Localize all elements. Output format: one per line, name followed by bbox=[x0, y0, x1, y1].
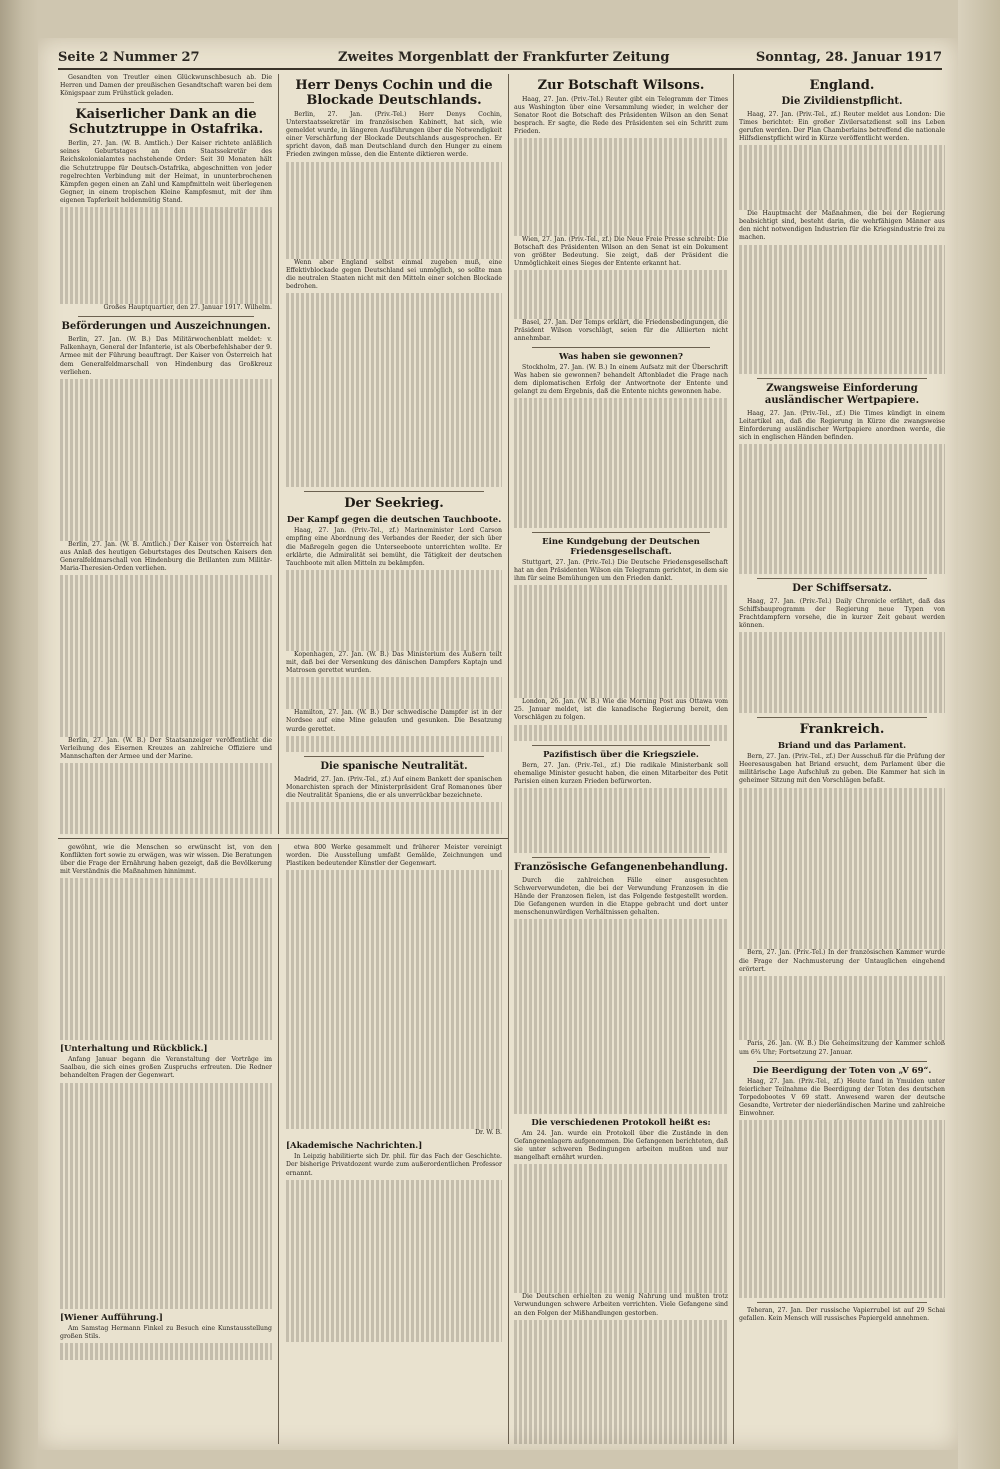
article-text: Bern, 27. Jan. (Priv.-Tel., zf.) Die radikale Ministerbank soll ehemalige Minister gesucht haben, die einen Mitarbeiter des Petit Parisien einen kurzen Frieden befürworten. bbox=[514, 761, 728, 785]
article-headline: Die Beerdigung der Toten von „V 69“. bbox=[752, 1065, 932, 1076]
article-text: Berlin, 27. Jan. (W. B. Amtlich.) Der Kaiser von Österreich hat aus Anlaß des heutigen Geburtstages des Deutschen Kaisers den Generalfeldmarschall von Hindenburg die Brillanten zum Militär-Maria-Theresien-Orden verliehen. bbox=[60, 540, 272, 572]
article-headline: Die spanische Neutralität. bbox=[320, 760, 468, 772]
feuilleton-column-1 bbox=[60, 844, 272, 1444]
section-divider bbox=[58, 838, 508, 839]
column-3 bbox=[514, 74, 728, 1444]
column-4 bbox=[739, 74, 945, 1444]
article-text: Haag, 27. Jan. (Priv.-Tel., zf.) Reuter meldet aus London: Die Times berichtet: Ein großer Zivilersatzdienst soll ins Leben gerufen werden. Der Plan Chamberlains betreffend die nationale Hilfsdienstpflicht wird in Kürze veröffentlicht werden. bbox=[739, 111, 945, 143]
newspaper-title: Zweites Morgenblatt der Frankfurter Zeitung bbox=[338, 50, 670, 65]
article-text: Wien, 27. Jan. (Priv.-Tel., zf.) Die Neue Freie Presse schreibt: Die Botschaft des Präsidenten Wilson an den Senat ist ein Dokument von größter Bedeutung. Sie zeigt, daß der Präsident die Unmöglichkeit eines Sieges der Entente erkannt hat. bbox=[514, 235, 728, 267]
article-separator bbox=[532, 532, 710, 533]
article-separator bbox=[304, 756, 484, 757]
article-headline: England. bbox=[809, 78, 875, 93]
article-text: Haag, 27. Jan. (Priv.-Tel., zf.) Marineminister Lord Carson empfing eine Abordnung des Verbandes der Reeder, der sich über die Maßregeln gegen die Unterseeboote unterrichten wollte. Er erklärte, die Admiralität sei bemüht, die Tätigkeit der deutschen Tauchboote mit allen Mitteln zu bekämpfen. bbox=[286, 527, 502, 567]
article-headline: [Unterhaltung und Rückblick.] bbox=[60, 1044, 208, 1055]
article-text: Bern, 27. Jan. (Priv.-Tel.) In der französischen Kammer wurde die Frage der Nachmusterung der Untauglichen eingehend erörtert. bbox=[739, 949, 945, 973]
article-text: Die Hauptmacht der Maßnahmen, die bei der Regierung beabsichtigt sind, besteht darin, die wehrfähigen Männer aus den nicht notwendigen Industrien für die Kriegsindustrie frei zu machen. bbox=[739, 210, 945, 242]
column-rule bbox=[733, 74, 734, 1444]
article-separator bbox=[532, 745, 710, 746]
article-headline: Pazifistisch über die Kriegsziele. bbox=[543, 749, 699, 760]
article-subheadline: Der Kampf gegen die deutschen Tauchboote. bbox=[286, 515, 502, 526]
article-text: Haag, 27. Jan. (Priv.-Tel.) Daily Chronicle erfährt, daß das Schiffsbauprogramm der Regierung neue Typen von Frachtdampfern vorsehe, die in kurzer Zeit gebaut werden können. bbox=[739, 597, 945, 630]
article-headline: Was haben sie gewonnen? bbox=[559, 351, 683, 362]
article-signoff: Dr. W. B. bbox=[475, 1129, 502, 1137]
article-text: Paris, 26. Jan. (W. B.) Die Geheimsitzung der Kammer schloß um 6¾ Uhr; Fortsetzung 27. Januar. bbox=[739, 1040, 945, 1056]
article-text: Stuttgart, 27. Jan. (Priv.-Tel.) Die Deutsche Friedensgesellschaft hat an den Präsidenten Wilson ein Telegramm gerichtet, in dem sie ihm für seine Bemühungen um den Frieden dankt. bbox=[514, 558, 728, 582]
article-text: Hamilton, 27. Jan. (W. B.) Der schwedische Dampfer ist in der Nordsee auf eine Mine gelaufen und gesunken. Die Besatzung wurde gerettet. bbox=[286, 709, 502, 733]
article-text: Haag, 27. Jan. (Priv.-Tel., zf.) Heute fand in Ymuiden unter feierlicher Teilnahme die Beerdigung der Toten des deutschen Torpedobootes V 69 statt. Anwesend waren der deutsche Gesandte, Vertreter der niederländischen Marine und zahlreiche Einwohner. bbox=[739, 1077, 945, 1118]
article-headline: Eine Kundgebung der Deutschen Friedensgesellschaft. bbox=[542, 536, 700, 557]
article-headline: Frankreich. bbox=[799, 722, 885, 738]
article-separator bbox=[757, 717, 927, 718]
article-text: Am Samstag Hermann Finkel zu Besuch eine Kunstausstellung großen Stils. bbox=[60, 1325, 272, 1341]
article-subheadline: Die verschiedenen Protokoll heißt es: bbox=[531, 1117, 711, 1128]
article-text: Berlin, 27. Jan. (W. B. Amtlich.) Der Kaiser richtete anläßlich seines Geburtstages an den Staatssekretär des Reichskolonialamtes nachstehende Order: Seit 30 Monaten hält die Schutztruppe für Deutsch-Ostafrika, abgeschnitten von jeder regelrechten Verbindung mit der Heimat, in ununterbrochenen Kämpfen gegen einen an Zahl und Kampfmitteln weit überlegenen Gegner, in einem tropischen Kleine Kampfesmut, mit der ihm eigenen Tapferkeit heldenmütig Stand. bbox=[60, 140, 272, 204]
article-headline: Herr Denys Cochin und die Blockade Deutschlands. bbox=[295, 78, 493, 108]
issue-date: Sonntag, 28. Januar 1917 bbox=[755, 50, 942, 65]
article-text: London, 26. Jan. (W. B.) Wie die Morning Post aus Ottawa vom 25. Januar meldet, ist die kanadische Regierung bereit, den Vorschlägen zu folgen. bbox=[514, 698, 728, 722]
article-text: Wenn aber England selbst einmal zugeben muß, eine Effektivblockade gegen Deutschland sei unmöglich, so sollte man die neutralen Staaten nicht mit den Mitteln einer solchen Blockade bedrohen. bbox=[286, 258, 502, 290]
article-headline: Kaiserlicher Dank an die Schutztruppe in Ostafrika. bbox=[68, 107, 264, 138]
article-separator bbox=[757, 1302, 927, 1303]
column-2 bbox=[286, 74, 502, 834]
article-headline: Beförderungen und Auszeichnungen. bbox=[61, 321, 271, 333]
article-separator bbox=[304, 491, 484, 492]
column-rule bbox=[278, 844, 279, 1444]
article-separator bbox=[78, 102, 254, 103]
article-subheadline: Briand und das Parlament. bbox=[777, 741, 907, 752]
article-text: Gesandten von Treutler einen Glückwunschbesuch ab. Die Herren und Damen der preußischen Gesandtschaft waren bei dem Königspaar zum Frühstück geladen. bbox=[60, 74, 272, 98]
article-headline: [Akademische Nachrichten.] bbox=[286, 1141, 423, 1152]
article-subheadline: Die Zivildienstpflicht. bbox=[781, 96, 903, 107]
article-text: Stockholm, 27. Jan. (W. B.) In einem Aufsatz mit der Überschrift Was haben sie gewonnen? behandelt Aftonbladet die Frage nach dem diplomatischen Erfolg der Antwortnote der Entente und gelangt zu dem Ergebnis, daß die Entente nichts gewonnen habe. bbox=[514, 363, 728, 396]
article-text: etwa 800 Werke gesammelt und früherer Meister vereinigt worden. Die Ausstellung umfaßt Gemälde, Zeichnungen und Plastiken bedeutender Künstler der Gegenwart. bbox=[286, 844, 502, 868]
article-text: Madrid, 27. Jan. (Priv.-Tel., zf.) Auf einem Bankett der spanischen Monarchisten sprach der Ministerpräsident Graf Romanones über die Neutralität Spaniens, die er als unverrückbar bezeichnete. bbox=[286, 775, 502, 800]
article-separator bbox=[532, 347, 710, 348]
article-text: gewöhnt, wie die Menschen so erwünscht ist, von den Konflikten fort sowie zu erwägen, was wir wissen. Die Beratungen über die Frage der Ernährung haben gezeigt, daß die Bevölkerung mit Verständnis die Maßnahmen hinnimmt. bbox=[60, 844, 272, 876]
article-headline: Zwangsweise Einforderung ausländischer Wertpapiere. bbox=[764, 383, 920, 406]
article-headline: [Wiener Aufführung.] bbox=[60, 1313, 163, 1324]
feuilleton-column-2 bbox=[286, 844, 502, 1444]
newspaper-page bbox=[38, 38, 958, 1450]
article-text: Kopenhagen, 27. Jan. (W. B.) Das Ministerium des Äußern teilt mit, daß bei der Versenkung des dänischen Dampfers Kaptajn und Matrosen gerettet wurden. bbox=[286, 650, 502, 674]
masthead bbox=[58, 48, 942, 70]
column-1 bbox=[60, 74, 272, 834]
column-rule bbox=[508, 74, 509, 1444]
article-text: Anfang Januar begann die Veranstaltung der Vorträge im Saalbau, die sich eines großen Zuspruchs erfreuten. Die Redner behandelten Fragen der Gegenwart. bbox=[60, 1056, 272, 1080]
article-separator bbox=[757, 1061, 927, 1062]
article-text: Berlin, 27. Jan. (W. B.) Das Militärwochenblatt meldet: v. Falkenhayn, General der Infanterie, ist als Oberbefehlshaber der 9. Armee mit der Führung beauftragt. Der Kaiser von Österreich hat dem Generalfeldmarschall von Hindenburg das Großkreuz verliehen. bbox=[60, 336, 272, 376]
article-text: Basel, 27. Jan. Der Temps erklärt, die Friedensbedingungen, die Präsident Wilson vorschlägt, seien für die Alliierten nicht annehmbar. bbox=[514, 318, 728, 342]
article-signoff: Großes Hauptquartier, den 27. Januar 1917. Wilhelm. bbox=[103, 304, 272, 312]
page-number: Seite 2 Nummer 27 bbox=[58, 50, 200, 65]
article-text: Durch die zahlreichen Fälle einer ausgesuchten Schwerverwundeten, die bei der Verwundung Franzosen in die Hände der Franzosen fielen, ist das Folgende festgestellt worden. Die Gefangenen wurden in die Etappe gebracht und dort unter menschenunwürdigen Verhältnissen gehalten. bbox=[514, 876, 728, 917]
article-separator bbox=[532, 857, 710, 858]
article-headline: Der Schiffsersatz. bbox=[792, 582, 892, 594]
article-text: Die Deutschen erhielten zu wenig Nahrung und mußten trotz Verwundungen schwere Arbeiten verrichten. Viele Gefangene sind an den Folgen der Mißhandlungen gestorben. bbox=[514, 1293, 728, 1317]
article-text: Teheran, 27. Jan. Der russische Vapierrubel ist auf 29 Schai gefallen. Kein Mensch will russisches Papiergeld annehmen. bbox=[739, 1307, 945, 1323]
article-text: Haag, 27. Jan. (Priv.-Tel., zf.) Die Times kündigt in einem Leitartikel an, daß die Regierung in Kürze die zwangsweise Einforderung ausländischer Wertpapiere anordnen werde, die sich in englischen Händen befinden. bbox=[739, 410, 945, 442]
article-separator bbox=[757, 378, 927, 379]
article-text: Am 24. Jan. wurde ein Protokoll über die Zustände in den Gefangenenlagern aufgenommen. Die Gefangenen berichteten, daß sie unter schweren Bedingungen arbeiten mußten und nur mangelhaft ernährt wurden. bbox=[514, 1129, 728, 1161]
article-headline: Der Seekrieg. bbox=[344, 496, 444, 512]
article-text: Berlin, 27. Jan. (W. B.) Der Staatsanzeiger veröffentlicht die Verleihung des Eisernen Kreuzes an zahlreiche Offiziere und Mannschaften der Armee und der Marine. bbox=[60, 736, 272, 761]
article-text: In Leipzig habilitierte sich Dr. phil. für das Fach der Geschichte. Der bisherige Privatdozent wurde zum außerordentlichen Professor ernannt. bbox=[286, 1153, 502, 1177]
article-separator bbox=[757, 578, 927, 579]
article-text: Berlin, 27. Jan. (Priv.-Tel.) Herr Denys Cochin, Unterstaatssekretär im französischen Kabinett, hat sich, wie gemeldet wurde, in längeren Ausführungen über die Notwendigkeit einer Verschärfung der Blockade Deutschlands ausgesprochen. Er spricht davon, daß man Deutschland durch den Hunger zu einem Frieden zwingen müsse, den die Entente diktieren werde. bbox=[286, 111, 502, 159]
article-text: Haag, 27. Jan. (Priv.-Tel.) Reuter gibt ein Telegramm der Times aus Washington über eine Versammlung wieder, in welcher der Senator Root die Botschaft des Präsidenten Wilson an den Senat besprach. Er sagte, die Rede des Präsidenten sei ein Schritt zum Frieden. bbox=[514, 96, 728, 136]
article-headline: Zur Botschaft Wilsons. bbox=[537, 78, 705, 93]
page-margin-right bbox=[958, 0, 1000, 1469]
article-headline: Französische Gefangenenbehandlung. bbox=[514, 861, 728, 873]
article-text: Bern, 27. Jan. (Priv.-Tel., zf.) Der Ausschuß für die Prüfung der Heeresausgaben hat Briand ersucht, dem Parlament über die militärische Lage Aufschluß zu geben. Die Kammer hat sich in geheimer Sitzung mit den Vorschlägen befaßt. bbox=[739, 753, 945, 785]
column-rule bbox=[278, 74, 279, 834]
binding-edge bbox=[0, 0, 38, 1469]
article-separator bbox=[78, 316, 254, 317]
